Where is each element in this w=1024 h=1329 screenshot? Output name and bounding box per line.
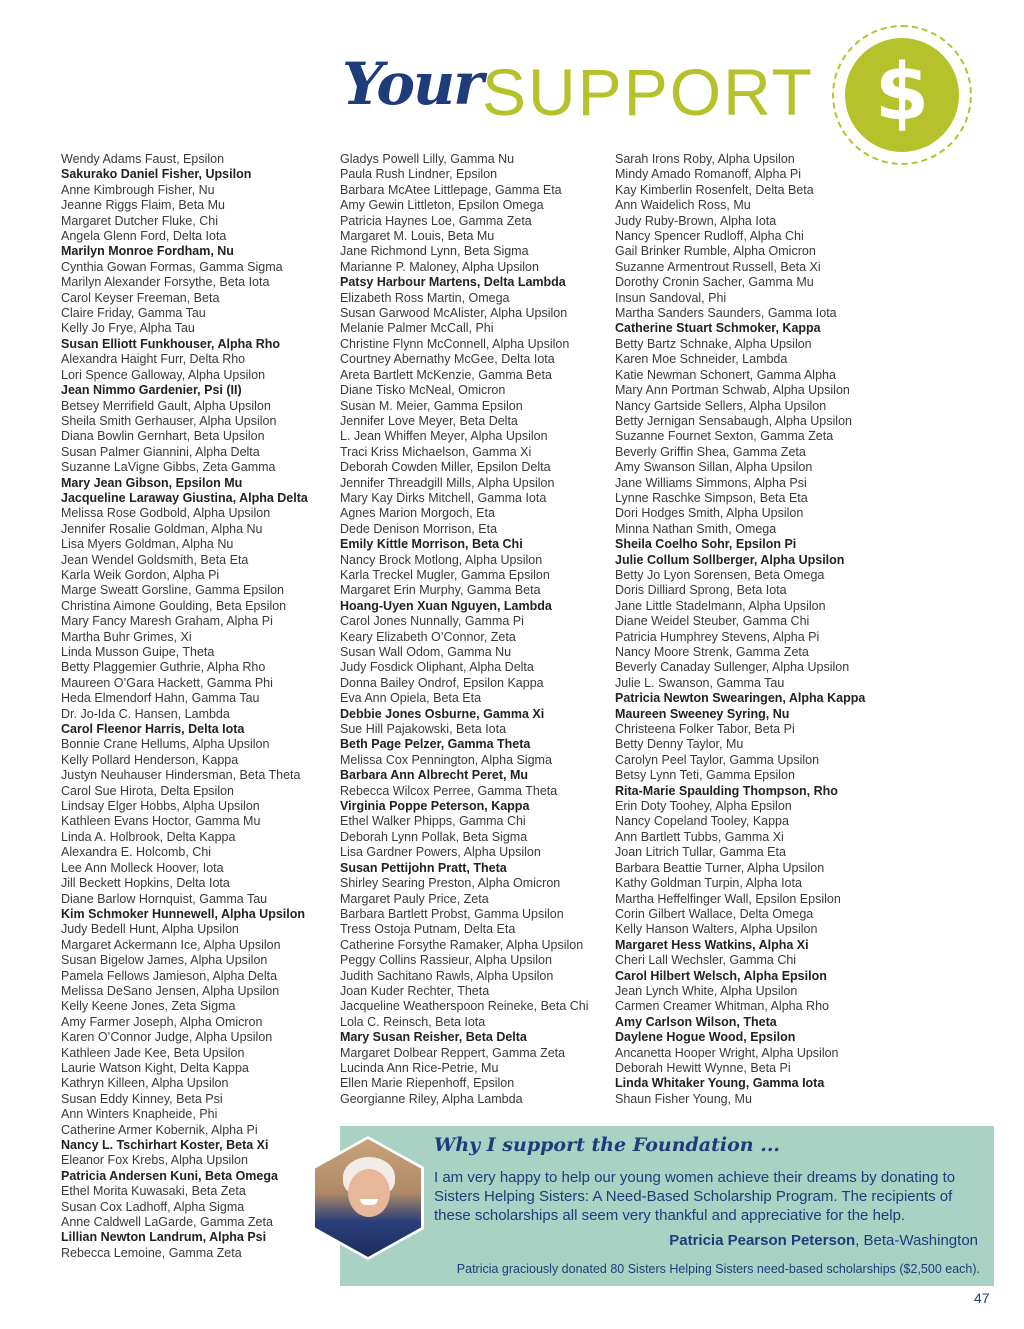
- donor-entry: Suzanne Armentrout Russell, Beta Xi: [615, 259, 821, 274]
- donor-entry: Nancy L. Tschirhart Koster, Beta Xi: [61, 1138, 269, 1152]
- donor-entry: Wendy Adams Faust, Epsilon: [61, 152, 225, 166]
- donor-entry: Traci Kriss Michaelson, Gamma Xi: [340, 444, 532, 459]
- donor-entry: Mary Fancy Maresh Graham, Alpha Pi: [61, 614, 273, 629]
- donor-entry: Rita-Marie Spaulding Thompson, Rho: [615, 783, 838, 798]
- donor-entry: Patricia Haynes Loe, Gamma Zeta: [340, 213, 532, 228]
- donor-entry: Betty Jernigan Sensabaugh, Alpha Upsilon: [615, 413, 852, 428]
- donor-entry: Georgianne Riley, Alpha Lambda: [340, 1091, 523, 1106]
- donor-entry: Diana Bowlin Gernhart, Beta Upsilon: [61, 429, 265, 444]
- donor-entry: Lisa Gardner Powers, Alpha Upsilon: [340, 845, 541, 860]
- donor-entry: Donna Bailey Ondrof, Epsilon Kappa: [340, 675, 544, 690]
- donor-entry: Susan Eddy Kinney, Beta Psi: [61, 1091, 223, 1106]
- donor-entry: Linda A. Holbrook, Delta Kappa: [61, 829, 236, 844]
- donor-entry: Susan Bigelow James, Alpha Upsilon: [61, 953, 268, 968]
- donor-entry: Carol Sue Hirota, Delta Epsilon: [61, 783, 234, 798]
- donor-entry: Jennifer Threadgill Mills, Alpha Upsilon: [340, 475, 555, 490]
- donor-entry: Susan Garwood McAlister, Alpha Upsilon: [340, 306, 568, 321]
- donor-entry: Angela Glenn Ford, Delta Iota: [61, 229, 227, 244]
- donor-entry: Cheri Lall Wechsler, Gamma Chi: [615, 953, 797, 968]
- donor-entry: Dori Hodges Smith, Alpha Upsilon: [615, 506, 804, 521]
- donor-entry: Suzanne LaVigne Gibbs, Zeta Gamma: [61, 460, 276, 475]
- donor-entry: Ellen Marie Riepenhoff, Epsilon: [340, 1076, 515, 1091]
- donor-column-1: [61, 152, 308, 1261]
- donor-entry: Margaret Pauly Price, Zeta: [340, 891, 489, 906]
- donor-entry: Melissa Cox Pennington, Alpha Sigma: [340, 752, 552, 767]
- donor-entry: Betty Bartz Schnake, Alpha Upsilon: [615, 336, 812, 351]
- donor-entry: Sarah Irons Roby, Alpha Upsilon: [615, 152, 795, 166]
- testimonial-text: I am very happy to help our young women achieve their dreams by donating to Sisters Helping Sisters: A Need-Based Scholarship Program. The recipients of these scholarships all seem very thankful and appreciative for the help.: [434, 1169, 956, 1224]
- donor-entry: Linda Whitaker Young, Gamma Iota: [615, 1076, 825, 1091]
- donor-entry: Areta Bartlett McKenzie, Gamma Beta: [340, 367, 552, 382]
- donor-entry: Barbara Beattie Turner, Alpha Upsilon: [615, 860, 825, 875]
- donor-entry: Rebecca Wilcox Perree, Gamma Theta: [340, 783, 558, 798]
- donor-entry: Heda Elmendorf Hahn, Gamma Tau: [61, 691, 260, 706]
- donor-entry: Kay Kimberlin Rosenfelt, Delta Beta: [615, 182, 814, 197]
- donor-entry: Sheila Coelho Sohr, Epsilon Pi: [615, 537, 797, 552]
- donor-entry: Christeena Folker Tabor, Beta Pi: [615, 722, 795, 737]
- donor-entry: Carol Hilbert Welsch, Alpha Epsilon: [615, 968, 827, 983]
- donor-entry: Martha Buhr Grimes, Xi: [61, 629, 192, 644]
- title-support: SUPPORT: [482, 55, 814, 129]
- donor-entry: Lucinda Ann Rice-Petrie, Mu: [340, 1060, 499, 1075]
- donor-entry: Kathy Goldman Turpin, Alpha Iota: [615, 876, 802, 891]
- donor-entry: Susan Cox Ladhoff, Alpha Sigma: [61, 1199, 245, 1214]
- donor-entry: Shaun Fisher Young, Mu: [615, 1091, 752, 1106]
- donor-entry: Nancy Spencer Rudloff, Alpha Chi: [615, 229, 804, 244]
- donor-entry: Susan Pettijohn Pratt, Theta: [340, 860, 507, 875]
- donor-entry: Katie Newman Schonert, Gamma Alpha: [615, 367, 836, 382]
- donor-entry: Maureen O’Gara Hackett, Gamma Phi: [61, 675, 273, 690]
- donor-entry: Tress Ostoja Putnam, Delta Eta: [340, 922, 516, 937]
- donor-entry: Margaret Erin Murphy, Gamma Beta: [340, 583, 541, 598]
- donor-entry: Joan Kuder Rechter, Theta: [340, 983, 490, 998]
- donor-entry: Jennifer Love Meyer, Beta Delta: [340, 413, 518, 428]
- donor-entry: Melissa DeSano Jensen, Alpha Upsilon: [61, 983, 280, 998]
- donor-entry: Nancy Moore Strenk, Gamma Zeta: [615, 645, 809, 659]
- donor-entry: Betsy Lynn Teti, Gamma Epsilon: [615, 768, 795, 783]
- donor-entry: Margaret Ackermann Ice, Alpha Upsilon: [61, 937, 281, 952]
- donor-entry: Daylene Hogue Wood, Epsilon: [615, 1030, 796, 1045]
- donor-entry: Anne Kimbrough Fisher, Nu: [61, 182, 215, 197]
- donor-entry: Beverly Canaday Sullenger, Alpha Upsilon: [615, 660, 850, 675]
- donor-entry: Betty Denny Taylor, Mu: [615, 737, 744, 752]
- donor-entry: Kelly Hanson Walters, Alpha Upsilon: [615, 922, 818, 937]
- donor-entry: Claire Friday, Gamma Tau: [61, 306, 206, 321]
- donor-entry: Kim Schmoker Hunnewell, Alpha Upsilon: [61, 906, 306, 921]
- donor-entry: Kathleen Jade Kee, Beta Upsilon: [61, 1045, 245, 1060]
- donor-entry: Maureen Sweeney Syring, Nu: [615, 706, 790, 721]
- donor-entry: Judy Ruby-Brown, Alpha Iota: [615, 213, 777, 228]
- donor-entry: Carol Keyser Freeman, Beta: [61, 290, 220, 305]
- donor-entry: Peggy Collins Rassieur, Alpha Upsilon: [340, 953, 552, 968]
- testimonial-author: Patricia Pearson Peterson: [669, 1232, 856, 1249]
- donor-entry: Julie Collum Sollberger, Alpha Upsilon: [615, 552, 845, 567]
- donor-entry: Susan Elliott Funkhouser, Alpha Rho: [61, 336, 280, 351]
- donor-entry: Lori Spence Galloway, Alpha Upsilon: [61, 367, 266, 382]
- donor-entry: Betty Plaggemier Guthrie, Alpha Rho: [61, 660, 266, 675]
- donor-entry: Kelly Jo Frye, Alpha Tau: [61, 321, 195, 336]
- donor-entry: Jean Nimmo Gardenier, Psi (II): [61, 383, 242, 398]
- donor-entry: Eleanor Fox Krebs, Alpha Upsilon: [61, 1153, 248, 1168]
- donor-entry: Melanie Palmer McCall, Phi: [340, 321, 494, 336]
- donor-entry: Christine Flynn McConnell, Alpha Upsilon: [340, 336, 570, 351]
- donor-entry: Martha Sanders Saunders, Gamma Iota: [615, 306, 837, 321]
- donor-entry: Judy Fosdick Oliphant, Alpha Delta: [340, 660, 534, 675]
- donor-entry: Martha Heffelfinger Wall, Epsilon Epsilon: [615, 891, 841, 906]
- donor-entry: Joan Litrich Tullar, Gamma Eta: [615, 845, 786, 860]
- donor-entry: Mary Ann Portman Schwab, Alpha Upsilon: [615, 383, 850, 398]
- donor-entry: Catherine Armer Kobernik, Alpha Pi: [61, 1122, 258, 1137]
- donor-entry: Emily Kittle Morrison, Beta Chi: [340, 537, 523, 552]
- donor-entry: Deborah Lynn Pollak, Beta Sigma: [340, 829, 528, 844]
- donor-entry: Gail Brinker Rumble, Alpha Omicron: [615, 244, 816, 259]
- donor-entry: Diane Weidel Steuber, Gamma Chi: [615, 614, 810, 629]
- donor-entry: Dede Denison Morrison, Eta: [340, 521, 498, 536]
- testimonial-signature: [669, 1232, 978, 1249]
- donor-entry: Jean Wendel Goldsmith, Beta Eta: [61, 552, 249, 567]
- donor-entry: Ethel Walker Phipps, Gamma Chi: [340, 814, 526, 829]
- donor-entry: Betty Jo Lyon Sorensen, Beta Omega: [615, 567, 825, 582]
- donor-entry: Catherine Forsythe Ramaker, Alpha Upsilon: [340, 937, 584, 952]
- donor-entry: Gladys Powell Lilly, Gamma Nu: [340, 152, 515, 166]
- donor-entry: Lynne Raschke Simpson, Beta Eta: [615, 490, 808, 505]
- donor-entry: Cynthia Gowan Formas, Gamma Sigma: [61, 259, 283, 274]
- donor-entry: Elizabeth Ross Martin, Omega: [340, 290, 510, 305]
- donor-entry: Kelly Keene Jones, Zeta Sigma: [61, 999, 236, 1014]
- donor-entry: Deborah Cowden Miller, Epsilon Delta: [340, 460, 551, 475]
- donor-entry: Lola C. Reinsch, Beta Iota: [340, 1014, 486, 1029]
- donor-entry: Margaret Hess Watkins, Alpha Xi: [615, 937, 809, 952]
- donor-entry: Dr. Jo-Ida C. Hansen, Lambda: [61, 706, 230, 721]
- donor-entry: Kathleen Evans Hoctor, Gamma Mu: [61, 814, 261, 829]
- donor-entry: Carol Fleenor Harris, Delta Iota: [61, 722, 245, 737]
- donor-entry: Linda Musson Guipe, Theta: [61, 645, 215, 659]
- donor-entry: Susan Wall Odom, Gamma Nu: [340, 645, 512, 659]
- donor-entry: Carol Jones Nunnally, Gamma Pi: [340, 614, 524, 629]
- donor-entry: Barbara McAtee Littlepage, Gamma Eta: [340, 182, 562, 197]
- donor-entry: Diane Barlow Hornquist, Gamma Tau: [61, 891, 268, 906]
- donor-entry: Patricia Andersen Kuni, Beta Omega: [61, 1168, 278, 1183]
- testimonial-box: [340, 1126, 994, 1286]
- donor-entry: Erin Doty Toohey, Alpha Epsilon: [615, 799, 792, 814]
- donor-entry: Patricia Newton Swearingen, Alpha Kappa: [615, 691, 866, 706]
- donor-entry: Lee Ann Molleck Hoover, Iota: [61, 860, 224, 875]
- donor-entry: Shirley Searing Preston, Alpha Omicron: [340, 876, 561, 891]
- donor-entry: Kelly Pollard Henderson, Kappa: [61, 752, 239, 767]
- donor-entry: Susan M. Meier, Gamma Epsilon: [340, 398, 523, 413]
- donor-entry: Beth Page Pelzer, Gamma Theta: [340, 737, 531, 752]
- donor-entry: Anne Caldwell LaGarde, Gamma Zeta: [61, 1215, 273, 1230]
- donor-entry: Jacqueline Weatherspoon Reineke, Beta Chi: [340, 999, 589, 1014]
- donor-entry: Melissa Rose Godbold, Alpha Upsilon: [61, 506, 271, 521]
- donor-entry: Christina Aimone Goulding, Beta Epsilon: [61, 598, 287, 613]
- donor-entry: Bonnie Crane Hellums, Alpha Upsilon: [61, 737, 270, 752]
- donor-entry: Karla Treckel Mugler, Gamma Epsilon: [340, 567, 550, 582]
- donor-entry: Alexandra E. Holcomb, Chi: [61, 845, 212, 860]
- donor-entry: Betsey Merrifield Gault, Alpha Upsilon: [61, 398, 271, 413]
- donor-entry: Lisa Myers Goldman, Alpha Nu: [61, 537, 234, 552]
- donor-entry: Jeanne Riggs Flaim, Beta Mu: [61, 198, 225, 213]
- donor-entry: Jane Williams Simmons, Alpha Psi: [615, 475, 807, 490]
- donor-entry: Barbara Ann Albrecht Peret, Mu: [340, 768, 529, 783]
- donor-entry: Barbara Bartlett Probst, Gamma Upsilon: [340, 906, 564, 921]
- donor-entry: Alexandra Haight Furr, Delta Rho: [61, 352, 246, 367]
- donor-entry: Debbie Jones Osburne, Gamma Xi: [340, 706, 545, 721]
- donor-entry: Ann Winters Knapheide, Phi: [61, 1107, 218, 1122]
- donor-entry: Corin Gilbert Wallace, Delta Omega: [615, 906, 814, 921]
- donor-entry: Doris Dilliard Sprong, Beta Iota: [615, 583, 787, 598]
- donor-entry: Keary Elizabeth O’Connor, Zeta: [340, 629, 516, 644]
- donor-entry: Justyn Neuhauser Hindersman, Beta Theta: [61, 768, 301, 783]
- donor-entry: Jennifer Rosalie Goldman, Alpha Nu: [61, 521, 263, 536]
- donor-entry: Lillian Newton Landrum, Alpha Psi: [61, 1230, 267, 1245]
- donor-entry: Carolyn Peel Taylor, Gamma Upsilon: [615, 752, 820, 767]
- donor-entry: Marilyn Monroe Fordham, Nu: [61, 244, 234, 259]
- donor-entry: Ancanetta Hooper Wright, Alpha Upsilon: [615, 1045, 839, 1060]
- dollar-sign: $: [874, 48, 930, 138]
- donor-entry: Dorothy Cronin Sacher, Gamma Mu: [615, 275, 814, 290]
- donor-entry: Virginia Poppe Peterson, Kappa: [340, 799, 530, 814]
- donor-entry: Nancy Brock Motlong, Alpha Upsilon: [340, 552, 543, 567]
- donor-entry: Mary Kay Dirks Mitchell, Gamma Iota: [340, 490, 547, 505]
- donor-entry: Mary Susan Reisher, Beta Delta: [340, 1030, 527, 1045]
- donor-entry: Margaret M. Louis, Beta Mu: [340, 229, 495, 244]
- title-your: Your: [342, 50, 482, 118]
- page-number: 47: [974, 1290, 990, 1306]
- donor-entry: Amy Farmer Joseph, Alpha Omicron: [61, 1014, 263, 1029]
- donor-entry: Minna Nathan Smith, Omega: [615, 521, 777, 536]
- testimonial-chapter: , Beta-Washington: [855, 1232, 978, 1249]
- donor-entry: Agnes Marion Morgoch, Eta: [340, 506, 495, 521]
- donor-entry: Judy Bedell Hunt, Alpha Upsilon: [61, 922, 239, 937]
- donor-entry: Amy Carlson Wilson, Theta: [615, 1014, 777, 1029]
- donor-entry: Catherine Stuart Schmoker, Kappa: [615, 321, 821, 336]
- donor-entry: Beverly Griffin Shea, Gamma Zeta: [615, 444, 806, 459]
- donor-entry: Paula Rush Lindner, Epsilon: [340, 167, 498, 182]
- donor-entry: Jean Lynch White, Alpha Upsilon: [615, 983, 798, 998]
- donor-entry: Suzanne Fournet Sexton, Gamma Zeta: [615, 429, 834, 444]
- donor-column-3: [615, 152, 865, 1107]
- donor-entry: Sheila Smith Gerhauser, Alpha Upsilon: [61, 413, 277, 428]
- donor-entry: Ann Bartlett Tubbs, Gamma Xi: [615, 829, 784, 844]
- donor-entry: Marianne P. Maloney, Alpha Upsilon: [340, 259, 539, 274]
- donor-entry: Carmen Creamer Whitman, Alpha Rho: [615, 999, 829, 1014]
- donor-entry: Nancy Copeland Tooley, Kappa: [615, 814, 789, 829]
- donor-entry: Sakurako Daniel Fisher, Upsilon: [61, 167, 252, 182]
- donor-entry: Courtney Abernathy McGee, Delta Iota: [340, 352, 555, 367]
- donor-entry: Julie L. Swanson, Gamma Tau: [615, 675, 785, 690]
- donor-entry: Mary Jean Gibson, Epsilon Mu: [61, 475, 243, 490]
- donor-entry: Nancy Gartside Sellers, Alpha Upsilon: [615, 398, 827, 413]
- donor-entry: Amy Gewin Littleton, Epsilon Omega: [340, 198, 544, 213]
- donor-entry: Margaret Dutcher Fluke, Chi: [61, 213, 219, 228]
- donor-entry: Marge Sweatt Gorsline, Gamma Epsilon: [61, 583, 285, 598]
- donor-entry: Rebecca Lemoine, Gamma Zeta: [61, 1245, 242, 1260]
- donor-entry: Jane Richmond Lynn, Beta Sigma: [340, 244, 529, 259]
- donor-entry: Jill Beckett Hopkins, Delta Iota: [61, 876, 230, 891]
- donor-entry: Susan Palmer Giannini, Alpha Delta: [61, 444, 260, 459]
- donor-entry: Patricia Humphrey Stevens, Alpha Pi: [615, 629, 820, 644]
- donor-entry: Laurie Watson Kight, Delta Kappa: [61, 1060, 249, 1075]
- donor-entry: Lindsay Elger Hobbs, Alpha Upsilon: [61, 799, 260, 814]
- donor-entry: Hoang-Uyen Xuan Nguyen, Lambda: [340, 598, 552, 613]
- donor-entry: Jacqueline Laraway Giustina, Alpha Delta: [61, 490, 308, 505]
- donor-entry: Kathryn Killeen, Alpha Upsilon: [61, 1076, 229, 1091]
- testimonial-note: Patricia graciously donated 80 Sisters Helping Sisters need-based scholarships ($2,500 each).: [456, 1262, 980, 1276]
- page-header: [340, 44, 840, 144]
- donor-entry: Karen O’Connor Judge, Alpha Upsilon: [61, 1030, 273, 1045]
- donor-entry: Marilyn Alexander Forsythe, Beta Iota: [61, 275, 270, 290]
- testimonial-title: Why I support the Foundation ...: [434, 1134, 781, 1156]
- donor-entry: Sue Hill Pajakowski, Beta Iota: [340, 722, 507, 737]
- donor-entry: Pamela Fellows Jamieson, Alpha Delta: [61, 968, 278, 983]
- donor-entry: L. Jean Whiffen Meyer, Alpha Upsilon: [340, 429, 548, 444]
- donor-entry: Deborah Hewitt Wynne, Beta Pi: [615, 1060, 791, 1075]
- donor-entry: Insun Sandoval, Phi: [615, 290, 727, 305]
- donor-column-2: [340, 152, 589, 1107]
- donor-entry: Amy Swanson Sillan, Alpha Upsilon: [615, 460, 813, 475]
- donor-entry: Jane Little Stadelmann, Alpha Upsilon: [615, 598, 826, 613]
- donor-entry: Margaret Dolbear Reppert, Gamma Zeta: [340, 1045, 566, 1060]
- donor-entry: Ann Waidelich Ross, Mu: [615, 198, 751, 213]
- donor-entry: Karla Weik Gordon, Alpha Pi: [61, 567, 220, 582]
- donor-entry: Mindy Amado Romanoff, Alpha Pi: [615, 167, 801, 182]
- donor-entry: Ethel Morita Kuwasaki, Beta Zeta: [61, 1184, 246, 1199]
- donor-entry: Diane Tisko McNeal, Omicron: [340, 383, 506, 398]
- donor-entry: Patsy Harbour Martens, Delta Lambda: [340, 275, 566, 290]
- donor-entry: Judith Sachitano Rawls, Alpha Upsilon: [340, 968, 554, 983]
- donor-entry: Karen Moe Schneider, Lambda: [615, 352, 788, 367]
- dollar-coin-icon: [845, 38, 959, 152]
- donor-entry: Eva Ann Opiela, Beta Eta: [340, 691, 482, 706]
